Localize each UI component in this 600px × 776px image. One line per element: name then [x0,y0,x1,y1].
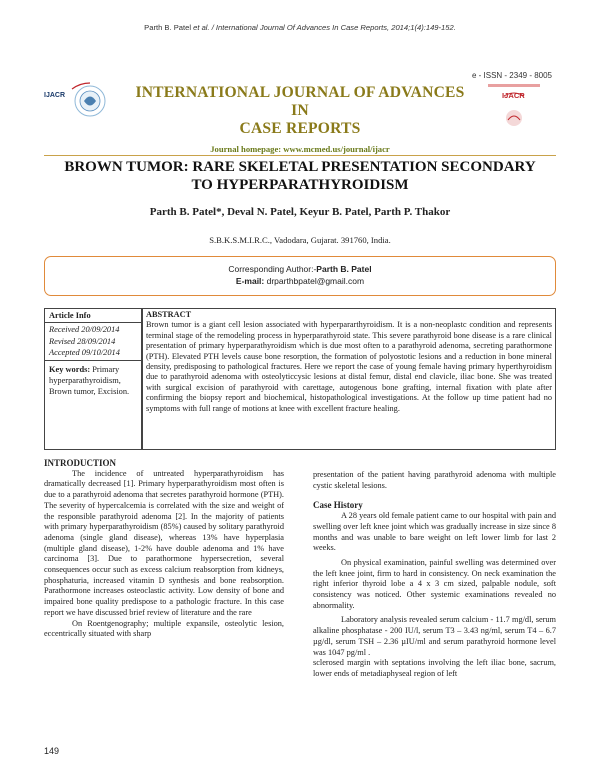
page-number: 149 [44,746,60,756]
case-history-heading: Case History [313,500,363,511]
journal-title [135,84,465,138]
logo-right-text: IJACR [502,91,525,100]
corresponding-email-line [45,275,555,287]
right-column [313,470,556,680]
running-head [0,23,600,32]
header-divider [44,155,556,156]
case-paragraph-3: Laboratory analysis revealed serum calcium - 11.7 mg/dl, serum alkaline phosphatase - 200 IU/l, serum T3 – 3.43 ng/ml, serum T4 – 6.7 µg/dl, serum TSH – 2.36 µIU/ml and serum parathyroid hormone level was 1047 pg/ml . [313,615,556,657]
corresponding-name: Parth B. Patel [316,264,372,274]
corresponding-label: Corresponding Author:- [228,264,317,274]
affiliation: S.B.K.S.M.I.R.C., Vadodara, Gujarat. 391760, India. [209,235,391,245]
left-column [44,458,284,640]
article-info-heading: Article Info [45,309,141,323]
paper-title-line2: TO HYPERPARATHYROIDISM [191,177,409,193]
case-paragraph-1: A 28 years old female patient came to our hospital with pain and swelling over left knee joint which was gradually increase in size since 8 months and was unable to bare weight on left lower limb for last 2 weeks. [313,511,556,553]
case-paragraph-2: On physical examination, painful swelling was determined over the left knee joint, firm to hard in consistency. On neck examination the right inferior thyroid lobe a 4 x 3 cm sized, palpable nodule, soft consistency was noticed. Other systemic examinations revealed no abnormality. [313,557,556,610]
journal-logo-right [470,82,558,132]
keywords [45,361,141,401]
case-paragraph-4: sclerosed margin with septations involving the left iliac bone, sacrum, lower ends of metadiaphyseal region of left [313,658,556,678]
corresponding-author-box [44,256,556,296]
running-head-authors: Parth B. Patel [144,23,194,32]
email-address[interactable]: drparthbpatel@gmail.com [264,276,365,286]
email-label: E-mail: [235,276,265,286]
corresponding-author-line [45,263,555,275]
running-head-citation: et al. / International Journal Of Advances In Case Reports, 2014;1(4):149-152. [193,23,456,32]
introduction-heading: INTRODUCTION [44,458,117,468]
issn: e - ISSN - 2349 - 8005 [471,71,552,80]
intro-paragraph-1: The incidence of untreated hyperparathyroidism has dramatically decreased [1]. Primary hyperparathyroidism most often is due to a parathyroid adenoma that secretes parathyroid hormone (PTH). The severity of hypercalcemia is correlated with the size and weight of the responsible parathyroid adenoma [2]. In the majority of patients with primary hyperparathyroidism (85%) caused by solitary parathyroid adenoma (single gland disease), whereas 13% have hyperplasia (multiple gland disease), 1-2% have double adenoma and 1% have carcinoma [3]. Due to parathormone hypersecretion, several consequences occur such as excess calcium reabsorption from kidneys, phosphaturia, increased vitamin D synthesis and bone reabsorption. Parathormone increases osteoclastic activity. Low density of bone and impaired bone quality predispose to a pathologic fracture. In this case report we have discussed brief review of literature and the rare [44,468,284,617]
intro-paragraph-2: On Roentgenography; multiple expansile, osteolytic lesion, eccentrically situated with sharp [44,618,284,639]
keywords-text: Primary hyperparathyroidism, Brown tumor, Excision. [49,364,130,397]
paper-title [40,158,560,194]
article-info-box [44,308,142,450]
journal-homepage: Journal homepage: www.mcmed.us/journal/ijacr [210,144,390,154]
article-dates [45,323,141,360]
revised-date: Revised 28/09/2014 [49,336,116,346]
journal-title-line2: CASE REPORTS [239,120,361,137]
journal-logo-left [44,81,136,131]
accepted-date: Accepted 09/10/2014 [49,348,120,358]
journal-title-line1: INTERNATIONAL JOURNAL OF ADVANCES IN [135,84,465,119]
abstract-box [142,308,556,450]
received-date: Received 20/09/2014 [49,325,120,335]
paper-title-line1: BROWN TUMOR: RARE SKELETAL PRESENTATION SECONDARY [64,159,536,175]
abstract-text: Brown tumor is a giant cell lesion associated with hyperpararthyroidism. It is a non-neoplastc condition and represents terminal stage of the remodeling process in hyperparathyroid state. This severe parathyroid bone disease is a rare clinical presentation of primary hyperparathyroidism which is due most often to a parathyroid adenoma, secreting parathormone (PTH). Elevated PTH levels cause bone resorption, the formation of polyostotic lesions and a reduction in bone mineral density, predisposing to pathological fractures. Here we report the case of young female having primary hyperthyroidism due to parathyroid adenoma with osteolyticcysic lesions at distal femur, distal end clavicle, iliac bone. She was treated with surgical excision of parathyroid with carettage, autogenous bone grafting, internal fixation with plate after confirming the biopsy report and biochemical, histopathological investigations. At the follow up time patient had no symptoms with full range of motions at knee with excellent fracture healing. [146,320,552,413]
keywords-label: Key words: [49,364,91,374]
intro-continuation: presentation of the patient having parathyroid adenoma with multiple cystic skeletal lesions. [313,470,556,490]
logo-left-text: IJACR [44,92,66,99]
abstract-heading: ABSTRACT [146,310,192,319]
author-list: Parth B. Patel*, Deval N. Patel, Keyur B. Patel, Parth P. Thakor [149,206,451,218]
